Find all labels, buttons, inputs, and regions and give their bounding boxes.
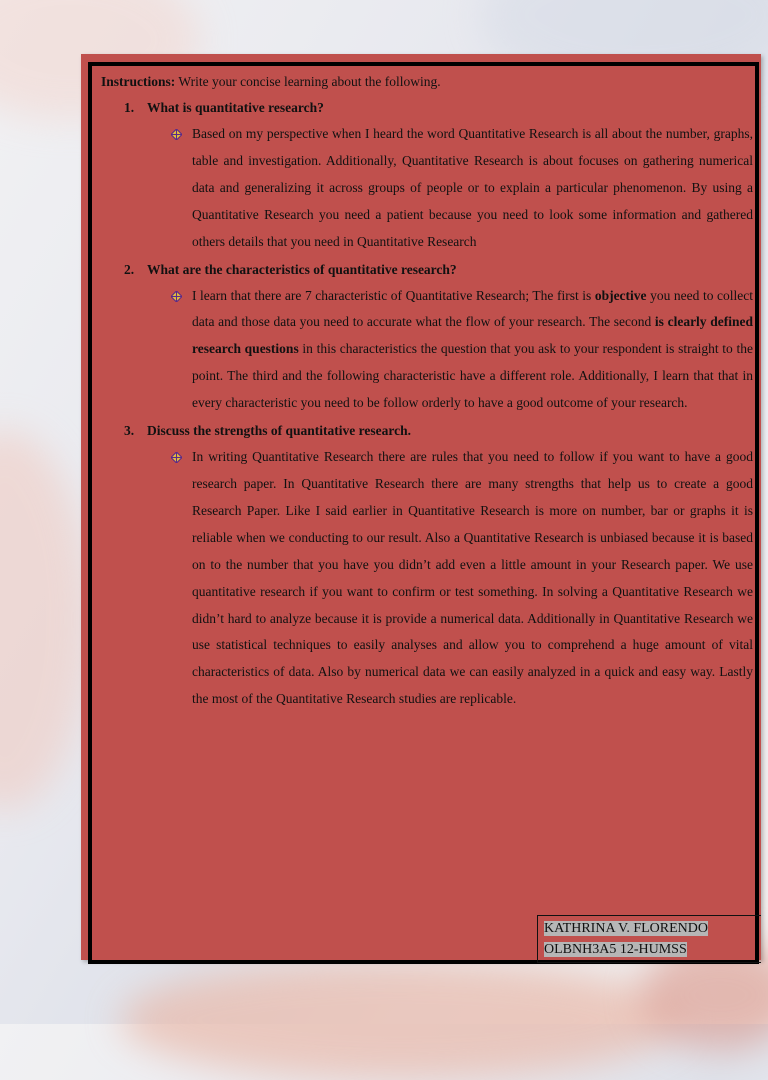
answer-segment: in this characteristics the question that you ask to your respondent is straight to the point. The third and the following characteristic have a different role. Additionally, I learn that that in every characteristic you need to be follow orderly to have a good outcome of your research. — [192, 341, 753, 411]
question-block-2 — [101, 257, 753, 418]
answer-segment: I learn that there are 7 characteristic of Quantitative Research; The first is — [192, 287, 595, 303]
answer-segment: you need to collect data and those data you need to accurate what the flow of your research. The second — [192, 287, 753, 330]
student-section: OLBNH3A5 12-HUMSS — [544, 942, 687, 957]
question-text: What is quantitative research? — [147, 100, 324, 115]
question-block-1 — [101, 95, 753, 256]
answer-segment-bold: is clearly defined research questions — [192, 314, 753, 357]
student-name-line — [544, 918, 755, 939]
background-decoration — [120, 960, 680, 1080]
diamond-bullet-icon — [171, 129, 182, 140]
question-text: What are the characteristics of quantitative research? — [147, 261, 457, 277]
question-text: Discuss the strengths of quantitative research. — [147, 423, 411, 439]
diamond-bullet-icon — [171, 291, 182, 302]
instructions-line — [101, 70, 753, 94]
signature-box — [537, 915, 761, 963]
instructions-text: Write your concise learning about the following. — [175, 74, 441, 89]
question-number: 1. — [124, 100, 135, 115]
answer-segment-bold: objective — [594, 287, 647, 303]
answer-segment: Based on my perspective when I heard the word Quantitative Research is all about the number, graphs, table and investigation. Additionally, Quantitative Research is about focuses on gathering numerical data and generalizing it across groups of people or to explain a particular phenomenon. By using a Quantitative Research you need a patient because you need to look some information and gathered others details that you need in Quantitative Research — [192, 126, 753, 249]
answer-block — [101, 121, 753, 256]
diamond-bullet-icon — [171, 452, 182, 463]
question-heading — [101, 257, 753, 283]
student-name: KATHRINA V. FLORENDO — [544, 921, 709, 936]
question-number: 3. — [124, 423, 135, 439]
answer-text — [192, 283, 753, 418]
answer-text — [192, 121, 753, 256]
question-heading — [101, 418, 753, 444]
question-heading — [101, 95, 753, 121]
answer-block — [101, 444, 753, 713]
answer-text — [192, 444, 753, 713]
document-body — [101, 70, 753, 713]
background-decoration — [0, 430, 90, 810]
student-section-line — [544, 939, 755, 960]
question-block-3 — [101, 418, 753, 713]
answer-segment: In writing Quantitative Research there are rules that you need to follow if you want to have a good research paper. In Quantitative Research there are many strengths that help us to create a good Research Paper. Like I said earlier in Quantitative Research is more on number, bar or graphs it is reliable when we conducting to our result. Also a Quantitative Research is unbiased because it is based on to the number that you have you didn’t add even a little amount in your Research paper. We use quantitative research if you want to confirm or test something. In solving a Quantitative Research we didn’t hard to analyze because it is provide a numerical data. Additionally in Quantitative Research we use statistical techniques to easily analyses and allow you to comprehend a huge amount of vital characteristics of data. Also by numerical data we can easily analyzed in a quick and easy way. Lastly the most of the Quantitative Research studies are replicable. — [192, 449, 753, 707]
instructions-label: Instructions: — [101, 74, 176, 89]
answer-block — [101, 283, 753, 418]
question-number: 2. — [124, 261, 135, 277]
